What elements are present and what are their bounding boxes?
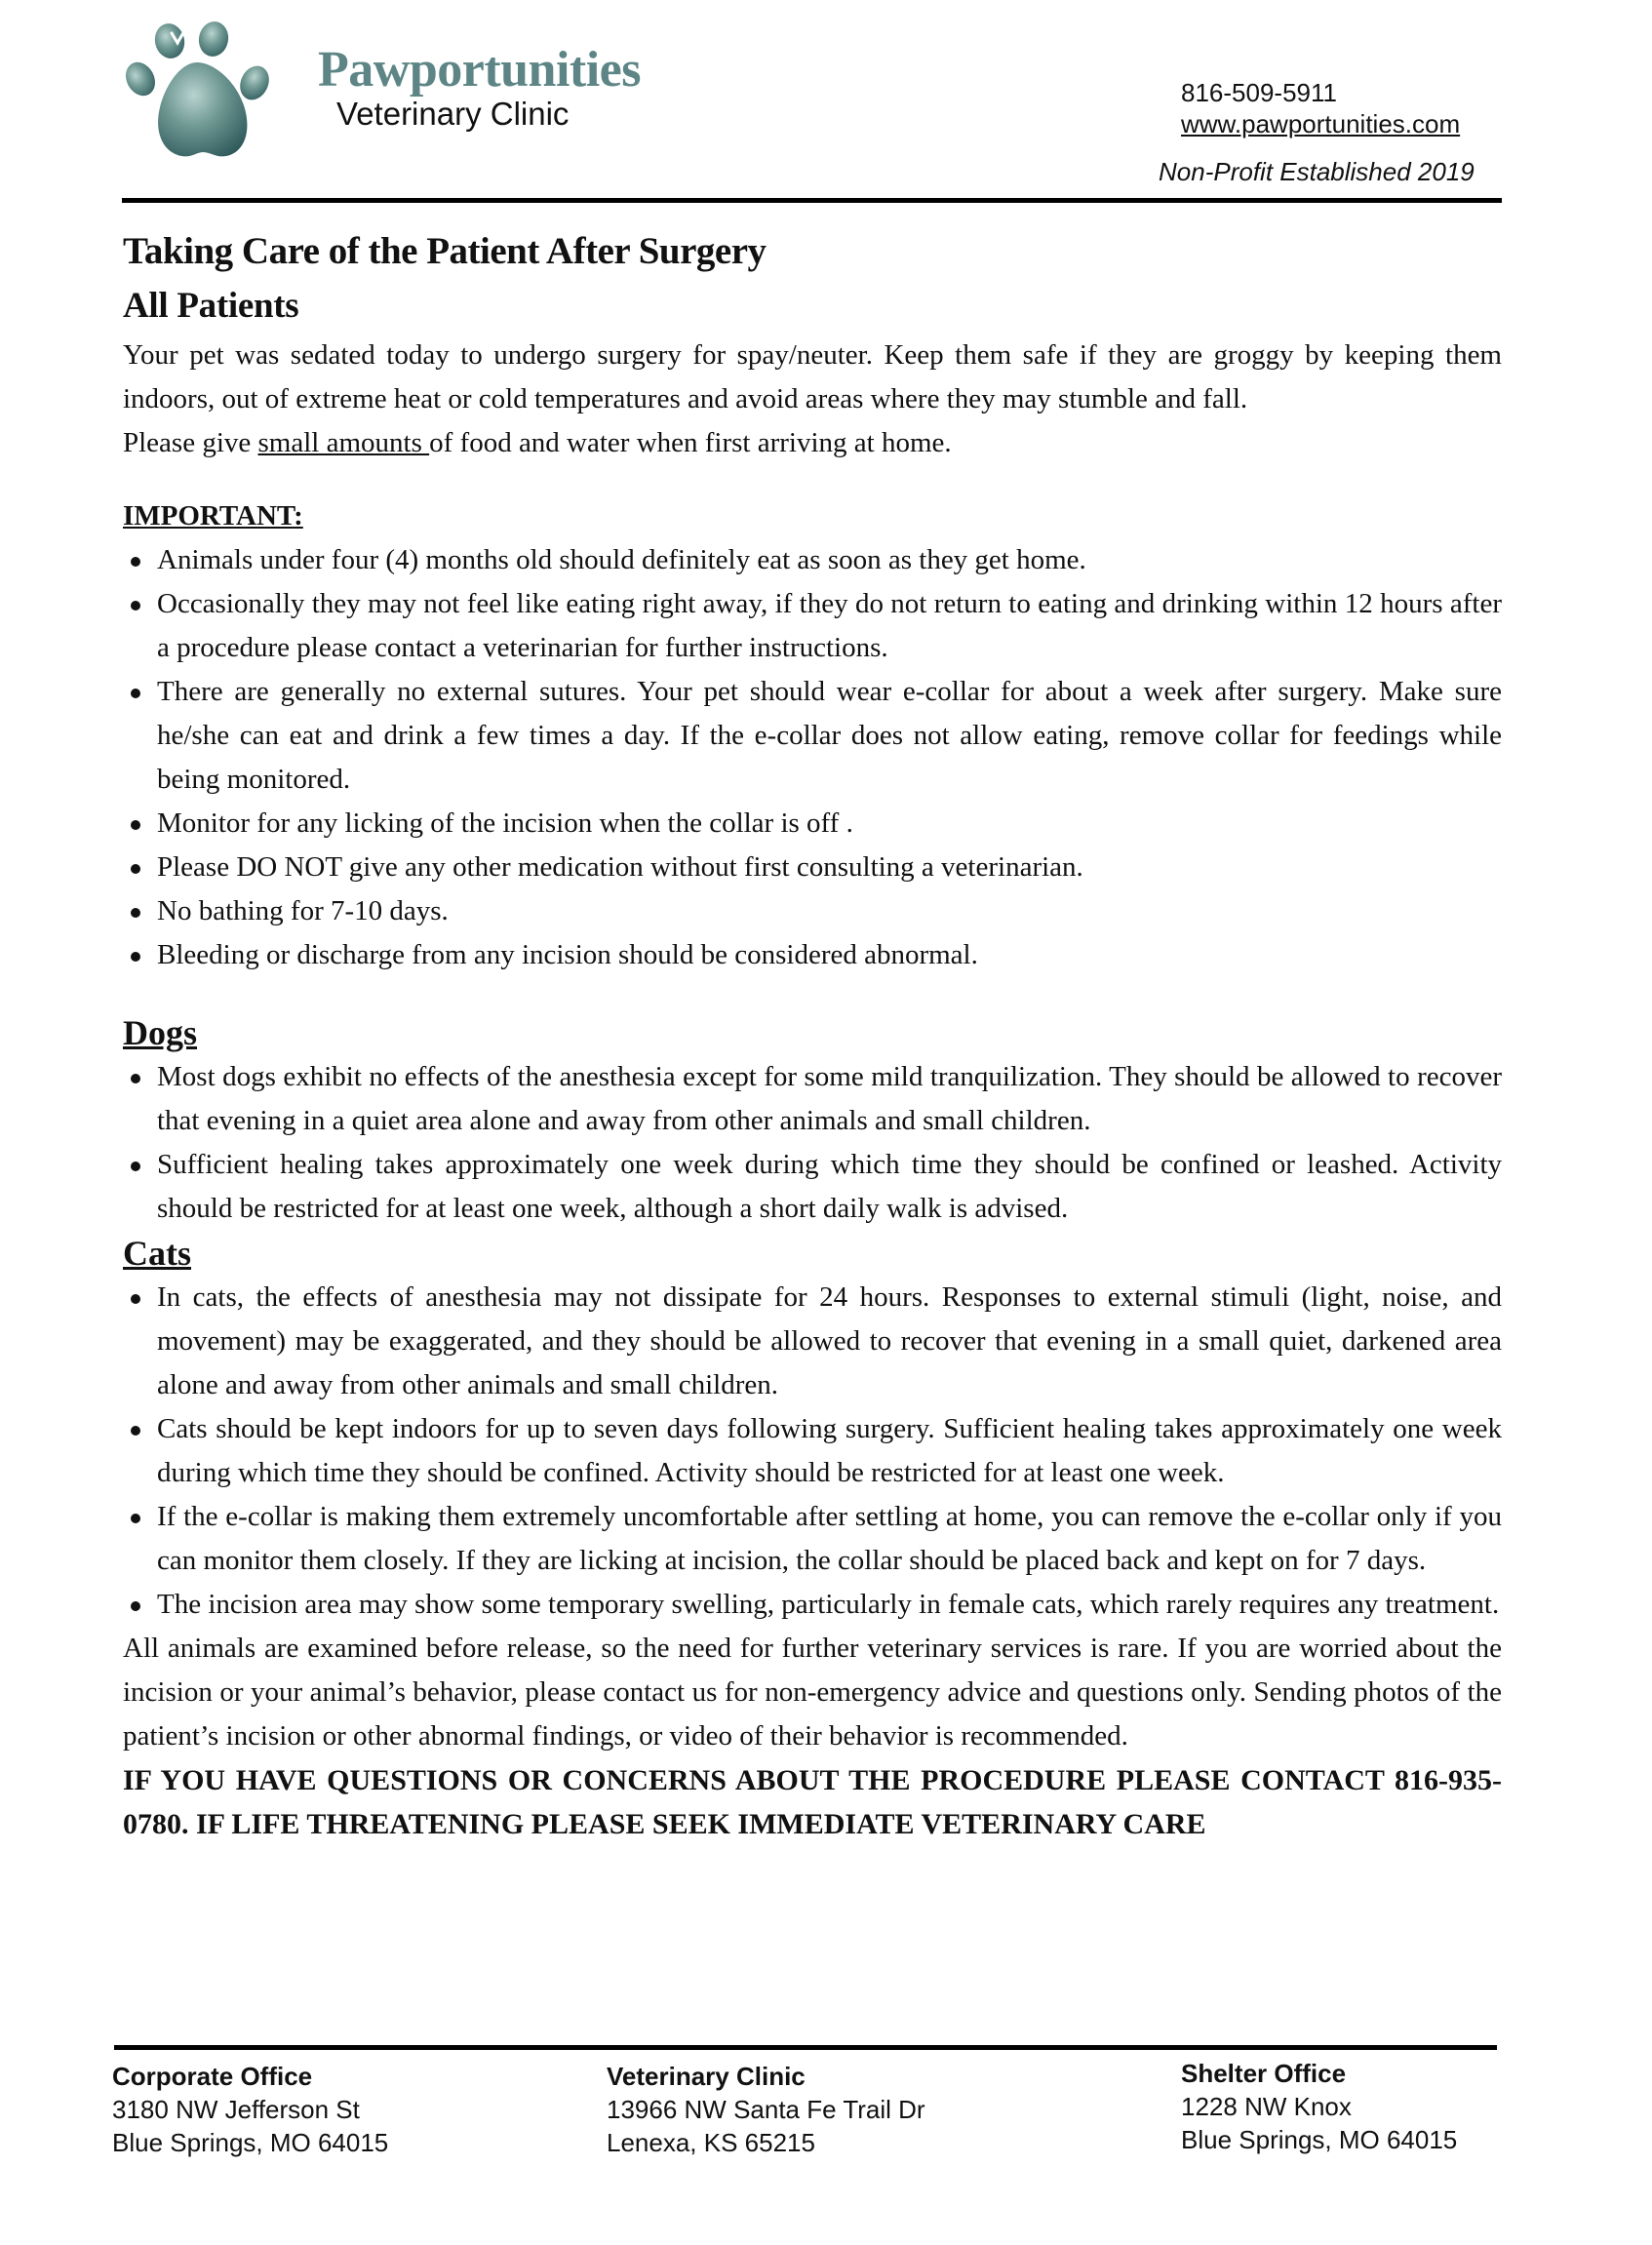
page-title: Taking Care of the Patient After Surgery (123, 230, 767, 272)
section-heading-important: IMPORTANT: (123, 500, 303, 532)
list-item: Occasionally they may not feel like eating right away, if they do not return to eating and drinking within 12 hours after a procedure please contact a veterinarian for further instructions. (123, 582, 1502, 670)
list-item: In cats, the effects of anesthesia may not dissipate for 24 hours. Responses to external stimuli (light, noise, and movement) may be exaggerated, and they should be allowed to recover that evening in a small quiet, darkened area alone and away from other animals and small children. (123, 1276, 1502, 1407)
established-note: Non-Profit Established 2019 (1159, 157, 1475, 186)
paw-print-icon (125, 21, 281, 163)
list-item: There are generally no external sutures. Your pet should wear e-collar for about a week after surgery. Make sure he/she can eat and drink a few times a day. If the e-collar does not allow eating, remove collar for feedings while being monitored. (123, 670, 1502, 802)
website-link[interactable]: www.pawportunities.com (1181, 109, 1461, 138)
food-instruction-prefix: Please give (123, 427, 258, 458)
dogs-list (123, 1055, 1502, 1231)
list-item: Bleeding or discharge from any incision should be considered abnormal. (123, 933, 1502, 977)
office-name: Shelter Office (1181, 2059, 1347, 2088)
footer-divider (114, 2045, 1497, 2050)
office-corporate (112, 2060, 388, 2159)
closing-paragraph: All animals are examined before release, so the need for further veterinary services is rare. If you are worried about the incision or your animal’s behavior, please contact us for non-emergency advice and questions only. Sending photos of the patient’s incision or other abnormal findings, or video of their behavior is recommended. (123, 1633, 1502, 1752)
section-heading-cats: Cats (123, 1234, 191, 1273)
list-item: Sufficient healing takes approximately one week during which time they should be confined or leashed. Activity should be restricted for at least one week, although a short daily walk is advised. (123, 1143, 1502, 1231)
section-heading-dogs: Dogs (123, 1013, 198, 1052)
food-instruction (123, 421, 1502, 465)
list-item: Animals under four (4) months old should definitely eat as soon as they get home. (123, 538, 1502, 582)
food-instruction-emphasis: small amounts (257, 427, 430, 458)
office-city: Blue Springs, MO 64015 (1181, 2125, 1458, 2154)
section-heading-all-patients: All Patients (123, 286, 299, 326)
office-name: Veterinary Clinic (607, 2062, 806, 2091)
clinic-subtitle: Veterinary Clinic (336, 96, 570, 132)
list-item: Please DO NOT give any other medication without first consulting a veterinarian. (123, 846, 1502, 889)
office-shelter (1181, 2057, 1457, 2156)
list-item: If the e-collar is making them extremely uncomfortable after settling at home, you can remove the e-collar only if you can monitor them closely. If they are licking at incision, the collar should be placed back and kept on for 7 days. (123, 1495, 1502, 1583)
office-street: 1228 NW Knox (1181, 2092, 1352, 2121)
list-item: No bathing for 7-10 days. (123, 889, 1502, 933)
document-body (123, 224, 1502, 1846)
important-list (123, 538, 1502, 977)
office-city: Lenexa, KS 65215 (607, 2128, 815, 2157)
office-street: 3180 NW Jefferson St (112, 2095, 360, 2124)
header-divider (122, 198, 1502, 203)
intro-paragraph: Your pet was sedated today to undergo surgery for spay/neuter. Keep them safe if they are groggy by keeping them indoors, out of extreme heat or cold temperatures and avoid areas where they may stumble and fall. (123, 339, 1502, 414)
office-city: Blue Springs, MO 64015 (112, 2128, 389, 2157)
list-item: Monitor for any licking of the incision when the collar is off . (123, 802, 1502, 846)
food-instruction-suffix: of food and water when first arriving at home. (429, 427, 952, 458)
office-name: Corporate Office (112, 2062, 313, 2091)
clinic-name: Pawportunities (318, 42, 641, 98)
list-item: Cats should be kept indoors for up to seven days following surgery. Sufficient healing takes approximately one week during which time they should be confined. Activity should be restricted for at least one week. (123, 1407, 1502, 1495)
office-veterinary-clinic (607, 2060, 925, 2159)
list-item: The incision area may show some temporary swelling, particularly in female cats, which rarely requires any treatment. (123, 1583, 1502, 1627)
contact-warning: IF YOU HAVE QUESTIONS OR CONCERNS ABOUT THE PROCEDURE PLEASE CONTACT 816-935-0780. IF LIFE THREATENING PLEASE SEEK IMMEDIATE VETERINARY CARE (123, 1764, 1502, 1840)
list-item: Most dogs exhibit no effects of the anesthesia except for some mild tranquilization. They should be allowed to recover that evening in a quiet area alone and away from other animals and small children. (123, 1055, 1502, 1143)
office-street: 13966 NW Santa Fe Trail Dr (607, 2095, 925, 2124)
cats-list (123, 1276, 1502, 1627)
contact-phone[interactable]: 816-509-5911 (1181, 78, 1337, 107)
